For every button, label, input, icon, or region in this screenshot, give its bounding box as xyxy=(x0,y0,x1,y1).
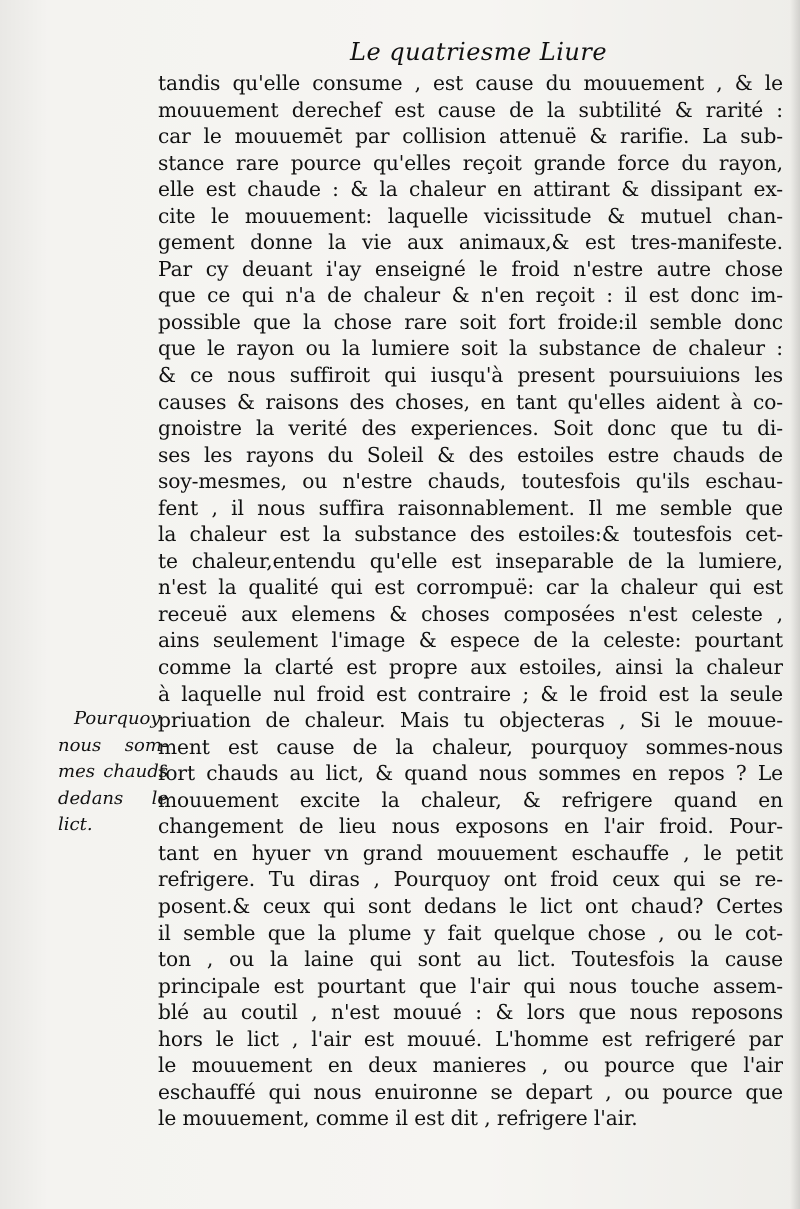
text-line: mouuement excite la chaleur, & refrigere quand en xyxy=(158,787,783,812)
text-line: ton , ou la laine qui sont au lict. Toutesfois la cause xyxy=(158,947,783,972)
text-line: gement donne la vie aux animaux,& est tres-manifeste. xyxy=(158,230,783,255)
margin-note-line: dedans le xyxy=(58,787,168,809)
text-line: soy-mesmes, ou n'estre chauds, toutesfois qu'ils eschau- xyxy=(158,469,783,494)
running-head: Le quatriesme Liure xyxy=(350,38,608,66)
text-line: tant en hyuer vn grand mouuement eschauffe , le petit xyxy=(158,840,783,865)
text-line: blé au coutil , n'est mouué : & lors que nous reposons xyxy=(158,1000,783,1025)
text-line: que ce qui n'a de chaleur & n'en reçoit : il est donc im- xyxy=(158,283,783,308)
text-line: fort chauds au lict, & quand nous sommes en repos ? Le xyxy=(158,761,783,786)
text-line: & ce nous suffiroit qui iusqu'à present poursuiuions les xyxy=(158,363,783,388)
margin-note-line: mes chauds xyxy=(58,761,168,782)
margin-note xyxy=(58,706,168,839)
page-edge-shadow xyxy=(790,0,800,1209)
text-line: ses les rayons du Soleil & des estoiles estre chauds de xyxy=(158,442,783,467)
text-line: principale est pourtant que l'air qui nous touche assem- xyxy=(158,973,783,998)
text-line: hors le lict , l'air est mouué. L'homme est refrigeré par xyxy=(158,1026,783,1051)
text-line: posent.& ceux qui sont dedans le lict ont chaud? Certes xyxy=(158,893,783,918)
text-line: receuë aux elemens & choses composées n'est celeste , xyxy=(158,601,783,626)
text-line: te chaleur,entendu qu'elle est inseparable de la lumiere, xyxy=(158,548,783,573)
text-line: comme la clarté est propre aux estoiles, ainsi la chaleur xyxy=(158,655,783,680)
margin-note-line: Pourquoy xyxy=(74,708,161,729)
text-line: changement de lieu nous exposons en l'air froid. Pour- xyxy=(158,814,783,839)
body-text xyxy=(158,70,783,1132)
text-line: la chaleur est la substance des estoiles:& toutesfois cet- xyxy=(158,522,783,547)
text-line: tandis qu'elle consume , est cause du mouuement , & le xyxy=(158,71,783,95)
text-line: refrigere. Tu diras , Pourquoy ont froid ceux qui se re- xyxy=(158,867,783,892)
text-line: elle est chaude : & la chaleur en attirant & dissipant ex- xyxy=(158,177,783,202)
text-line: fent , il nous suffira raisonnablement. Il me semble que xyxy=(158,495,783,520)
text-line: le mouuement en deux manieres , ou pource que l'air xyxy=(158,1053,783,1078)
text-line: il semble que la plume y fait quelque chose , ou le cot- xyxy=(158,920,783,945)
margin-note-line: lict. xyxy=(58,814,93,835)
margin-note-line: nous som- xyxy=(58,734,168,756)
text-line: que le rayon ou la lumiere soit la substance de chaleur : xyxy=(158,336,783,361)
text-line: stance rare pource qu'elles reçoit grande force du rayon, xyxy=(158,150,783,175)
text-line: gnoistre la verité des experiences. Soit donc que tu di- xyxy=(158,416,783,441)
text-line: ment est cause de la chaleur, pourquoy sommes-nous xyxy=(158,734,783,759)
text-line: priuation de chaleur. Mais tu objecteras , Si le mouue- xyxy=(158,708,783,733)
text-line: mouuement derechef est cause de la subtilité & rarité : xyxy=(158,97,783,122)
text-line: Par cy deuant i'ay enseigné le froid n'estre autre chose xyxy=(158,256,783,281)
text-line: cite le mouuement: laquelle vicissitude & mutuel chan- xyxy=(158,203,783,228)
text-line: car le mouuemēt par collision attenuë & rarifie. La sub- xyxy=(158,124,783,149)
text-line: possible que la chose rare soit fort froide:il semble donc xyxy=(158,309,783,334)
text-line: causes & raisons des choses, en tant qu'elles aident à co- xyxy=(158,389,783,414)
text-line: n'est la qualité qui est corrompuë: car la chaleur qui est xyxy=(158,575,783,600)
text-line: ains seulement l'image & espece de la celeste: pourtant xyxy=(158,628,783,653)
text-line: eschauffé qui nous enuironne se depart , ou pource que xyxy=(158,1079,783,1104)
text-line: le mouuement, comme il est dit , refrigere l'air. xyxy=(158,1106,638,1131)
text-line: à laquelle nul froid est contraire ; & le froid est la seule xyxy=(158,681,783,706)
